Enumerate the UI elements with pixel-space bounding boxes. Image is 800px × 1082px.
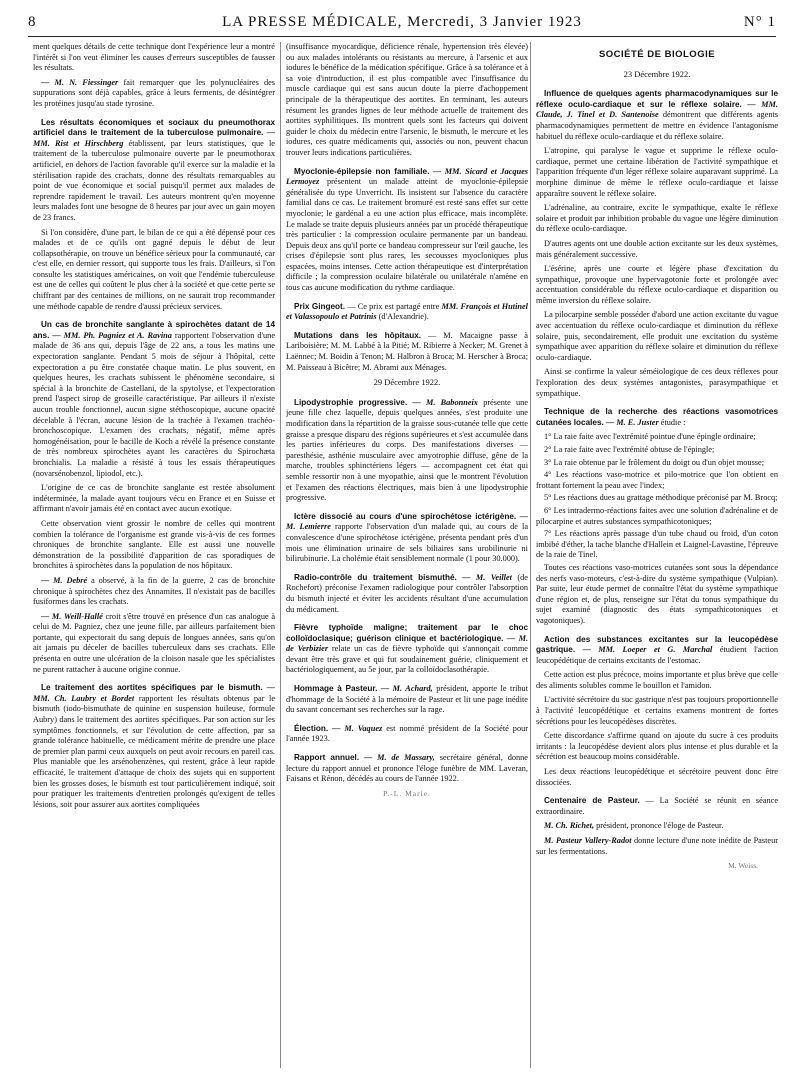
article-title: Les résultats économiques et sociaux du pneumothorax artificiel dans le traitement de la tuberculose pulmonaire. [33, 117, 275, 138]
article-title: Action des substances excitantes sur la leucopédèse gastrique. [536, 634, 778, 655]
paragraph [33, 78, 275, 110]
paragraph [33, 576, 275, 608]
column-divider [280, 42, 281, 1068]
article-title: Mutations dans les hôpitaux. [294, 330, 422, 340]
article-title: Le traitement des aortites spécifiques par le bismuth. [41, 683, 263, 693]
article [286, 331, 528, 373]
column-divider [530, 42, 531, 1068]
author: — M. Vaquez [332, 723, 383, 733]
author: — MM. Ph. Pagniez et A. Ravina [52, 330, 172, 340]
text: présente une jeune fille chez laquelle, depuis quelques années, s'est produite une modification dans la répartition de la graisse sous-cutanée telle que cette graisse a presque disparu des régions supérieures et s'est accumulée dans les parties inférieures du corps. Des manifestations diverses — paresthésie, asthénie musculaire avec amyotrophie diffuse, gêne de la marche, troubles sphinctériens légers — accompagnent cet état qui semble ressortir non à une myopathie, ainsi que le montrent l'évolution et l'examen des réactions électriques, mais bien à une lipodystrophie progressive. [286, 397, 528, 503]
paragraph: (insuffisance myocardique, déficience rénale, hypertension très élevée) ou aux malades intolérants ou résistants au mercure, à l'arsenic et aux iodures le bénéfice de la médication spécifique. Grâce à sa tolérance et à sa voie d'introduction, il est plus compatible avec l'insuffisance du muscle cardiaque qui est sans aucun doute la pierre d'achoppement principale de la thérapeutique des aortites. En terminant, les auteurs résument les grandes lignes de leur méthode actuelle de traitement des aortites syphilitiques. Ils montrent quels sont les facteurs qui doivent guider le choix du médecin entre l'arsenic, le bismuth, le mercure et les iodures, ces quatre médicaments qui, associés ou non, peuvent chacun trouver leurs indications particulières. [286, 42, 528, 157]
paragraph: Toutes ces réactions vaso-motrices cutanées sont sous la dépendance des nerfs vaso-moteurs, c'est-à-dire du système sympathique (Vulpian). Par suite, leur étude permet de connaître l'état du système sympathique d'une région et, de plus, renseigne sur l'état du tonus sympathique du sujet examiné (diagnostic des états sympathicotoniques et vagotoniques). [536, 562, 778, 625]
article-title: Élection. [294, 723, 329, 733]
author: — M. Debré [41, 575, 88, 585]
list-item: 4° Les réactions vaso-motrice et pilo-motrice que l'on obtient en frottant fortement la peau avec l'index; [536, 470, 778, 490]
article-title: Rapport annuel. [294, 753, 360, 763]
article [286, 623, 528, 676]
list-item: 6° Les intradermo-réactions faites avec une solution d'adrénaline et de pilocarpine et autres substances sympathicotoniques; [536, 505, 778, 526]
issue-number: N° 1 [743, 14, 776, 30]
text: — Ce prix est partagé entre [347, 301, 440, 311]
paragraph: Si l'on considère, d'une part, le bilan de ce qui a été dépensé pour ces malades et de ce qu'ils ont gagné depuis le début de leur collapsothérapie, on trouve un bénéfice sérieux pour la communauté, car c'est elle, en dernier ressort, qui supporte tous les frais. D'ailleurs, si l'on consulte les statistiques américaines, on voit que l'endémie tuberculeuse est une de celles qui coûtent le plus cher à la société et que cette perte se chiffrant par des centaines de millions, on ne saurait trop recommander une méthode capable de rendre d'aussi précieux services. [33, 227, 275, 311]
list-item: 2° La raie faite avec l'extrémité obtuse de l'épingle; [544, 445, 715, 454]
paragraph: Cette discordance s'affirme quand on ajoute du sucre à ces produits irritants : la leucopédèse devient alors plus intense et plus durable et la sécrétion est beaucoup moins considérable. [536, 731, 778, 762]
text: président, apporte le tribut d'hommage de la Société à la mémoire de Pasteur et lit une page inédite du savant concernant ses recherches sur la rage. [286, 684, 528, 715]
text: (d'Alexandrie). [378, 312, 429, 322]
paragraph: D'autres agents ont une double action excitante sur les deux systèmes, mais généralement successive. [536, 238, 778, 259]
article [536, 407, 778, 428]
paragraph [536, 836, 778, 857]
author: — MM. Claude, J. Tinel et D. Santenoise [536, 99, 778, 120]
paragraph: Les deux réactions leucopédétique et sécrétoire peuvent donc être dissociées. [536, 767, 778, 787]
list-item: 3° La raie obtenue par le frôlement du doigt ou d'un objet mousse; [544, 457, 765, 467]
article [286, 302, 528, 323]
paragraph [33, 612, 275, 676]
article [536, 796, 778, 817]
text: donne lecture d'une note inédite de Pasteur sur les fermentations. [536, 836, 778, 856]
paragraph: L'ésérine, après une courte et légère phase d'excitation du sympathique, provoque une hypervagotonie forte et prolongée avec accentuation considérable du réflexe oculo-cardiaque et disparition ou même inversion du réflexe solaire. [536, 264, 778, 305]
article [286, 753, 528, 785]
signature: P.-L. Marie. [383, 788, 431, 798]
article [286, 684, 528, 716]
text: — La Société se réunit en séance extraordinaire. [536, 796, 778, 816]
text: fait remarquer que les polynucléaires des suppurations sont déjà capables, grâce à leurs ferments, de désintégrer les protéines jusqu'au stade tyrosine. [33, 77, 275, 108]
author: — M. de Massary, [363, 753, 435, 763]
text: démontrent que différents agents pharmacodynamiques permettent de mettre en évidence l'antagonisme habituel du réflexe oculo-cardiaque et du réflexe solaire. [536, 110, 778, 141]
signature: M. Weiss. [728, 861, 758, 871]
text: rapporte l'observation d'un malade qui, au cours de la convalescence d'une spirochétose ictérigène, présenta pendant près d'un mois une élimination urinaire de sels biliaires sans urobilinurie ni bilirubinurie. La cholémie était sensiblement normale (1 pour 30.000). [286, 522, 528, 564]
article-title: Lipodystrophie progressive. [294, 397, 408, 407]
session-date: 23 Décembre 1922. [623, 68, 691, 79]
society-heading: SOCIÉTÉ DE BIOLOGIE [598, 49, 716, 60]
author: — M. Babonneix [412, 397, 478, 407]
article [286, 573, 528, 615]
article [536, 89, 778, 142]
text: présentent un malade atteint de myoclonie-épilepsie généralisée du type Unverricht. Ils insistent sur l'absence du caractère familial dans ce cas. Le traitement bromuré est resté sans effet sur cette myoclonie; le gardénal a eu une action plus efficace, mais incomplète. Le malade se traite depuis plusieurs années par un procédé thérapeutique très particulier : la compression oculaire permanente par un bandeau. Depuis deux ans qu'il porte ce bandeau compresseur sur l'œil gauche, les crises d'épilepsie sont plus rares, les secousses myocloniques plus espacées, moins intenses. Cette action thérapeutique est d'interprétation difficile ; la compression oculaire bilatérale ou unilatérale n'amène en tous cas aucune modification du rythme cardiaque. [286, 177, 528, 293]
list-item: 5° Les réactions dues au grattage méthodique préconisé par M. Brocq; [544, 493, 778, 503]
article-title: Influence de quelques agents pharmacodynamiques sur le réflexe oculo-cardiaque et sur le réflexe solaire. [536, 89, 778, 109]
list-item: 7° Les réactions après passage d'un tube chaud ou froid, d'un coton imbibé d'éther, la tache blanche d'Hallein et Laignel-Lavastine, l'épreuve de la raie de Tinel. [536, 529, 778, 560]
author: MM. François et Hutinel et Valassopoulo et Patrinis [286, 301, 528, 322]
paragraph: Cette action est plus précoce, moins importante et plus brève que celle des aliments solubles comme le bouillon et l'amidon. [536, 670, 778, 690]
author: — M. Veillet [462, 572, 512, 582]
article [536, 635, 778, 667]
paragraph [536, 821, 778, 832]
text: relate un cas de fièvre typhoïde qui s'annonçait comme devant être très grave et qui fut soudainement guérie, cliniquement et bactériologiquement, au 5e jour, par la colloïdoclasothérapie. [286, 644, 528, 675]
article-title: Un cas de bronchite sanglante à spirochètes datant de 14 ans. [33, 320, 275, 340]
author: — M. E. Juster [605, 417, 659, 427]
text: étudie : [660, 417, 686, 427]
article [286, 398, 528, 504]
paragraph: Ainsi se confirme la valeur séméiologique de ces deux réflexes pour l'exploration des deux systèmes antagonistes, parasympathique et sympathique. [536, 367, 778, 398]
author: M. Ch. Richet, [544, 821, 595, 831]
text: établissent, par leurs statistiques, que le traitement de la tuberculose pulmonaire ouverte par le pneumothorax artificiel, en dehors de l'action favorable qu'il exerce sur la maladie et la stérilisation rapide des crachats, donne des résultats remarquables au point de vue économique et social puisqu'il permet aux malades de reprendre rapidement le travail. Les auteurs montrent qu'en moyenne leurs malades font une besogne de 8 heures par jour avec un gain moyen de 23 francs. [33, 138, 275, 222]
author: — M. Lemierre [286, 511, 528, 532]
list-item: 1° La raie faite avec l'extrémité pointue d'une épingle ordinaire; [544, 432, 756, 442]
column-3 [536, 42, 778, 1072]
text: étudient l'action leucopédétique de certains excitants de l'estomac. [536, 645, 778, 665]
paragraph: Cette observation vient grossir le nombre de celles qui montrent combien la tolérance de l'organisme est grande vis-à-vis de ces formes chroniques de bronchite sanglante. Elle est aussi une nouvelle démonstration de la possibilité d'apparition de cas sporadiques de bronchites à spirochètes dans la population de nos hôpitaux. [33, 518, 275, 571]
article-title: Hommage à Pasteur. [294, 684, 378, 694]
session-date: 29 Décembre 1922. [373, 377, 441, 388]
page-header [28, 14, 776, 34]
text: a observé, à la fin de la guerre, 2 cas de bronchite chronique à spirochètes chez des Annamites. Il n'existait pas de bacilles fusiformes dans les crachats. [33, 575, 275, 607]
text: croit s'être trouvé en présence d'un cas analogue à celui de M. Pagniez, chez une jeune fille, par ailleurs parfaitement bien portante, qui expectorait du sang depuis de longues années, sans qu'on ait jamais pu déceler de bacilles tuberculeux dans ses crachats. Elle présenta en outre une ulcération de la cloison nasale que les spécialistes ne purent rattacher à aucune origine connue. [33, 611, 275, 674]
page-number: 8 [28, 14, 37, 30]
author: M. Pasteur Vallery-Radot [544, 836, 632, 845]
paragraph: La pilocarpine semble posséder d'abord une action excitante du vague avec accentuation du réflexe oculo-cardiaque et diminution du réflexe solaire, puis, secondairement, elle produit une excitation du système sympathique avec apparition du réflexe solaire et diminution du réflexe oculo-cardiaque. [536, 310, 778, 362]
article-title: Myoclonie-épilepsie non familiale. [294, 166, 430, 176]
article-title: Centenaire de Pasteur. [544, 796, 640, 806]
article [286, 512, 528, 565]
author: — MM. Sicard et Jacques Lermoyez [286, 166, 528, 187]
paragraph: L'activité sécrétoire du suc gastrique n'est pas toujours proportionnelle à l'activité leucopédétique et certains examens montrent de fortes sécrétions pour les leucopédèses discrètes. [536, 695, 778, 726]
author: — MM. Ch. Laubry et Bordet [33, 683, 275, 703]
article [33, 320, 275, 479]
header-rule [28, 36, 776, 37]
author: — M. de Verbizier [286, 633, 528, 654]
article [286, 724, 528, 745]
article-title: Fièvre typhoïde maligne; traitement par le choc colloïdoclasique; guérison clinique et bactériologique. [286, 623, 528, 643]
technique-list [536, 432, 778, 561]
text: — M. Macaigne passe à Lariboisière; M. M. Labbé à la Pitié; M. Ribierre à Necker; M. Grenet à Laënnec; M. Boidin à Tenon; M. Halbron à Broca; M. Herscher à Broca; M. Paisseau à Bicêtre; M. Abrami aux Ménages. [286, 330, 528, 372]
author: — MM. Rist et Hirschberg [33, 128, 275, 148]
author: — M. Achard, [380, 684, 433, 694]
author: — M. N. Fiessinger [41, 77, 119, 87]
text: rapportent les résultats obtenus par le bismuth (iodo-bismuthate de quinine en suspension huileuse, formule Aubry) dans le traitement des aortites spécifiques. Par son action sur les symptômes fonctionnels, et sur l'évolution de cette affection, par sa grande tolérance habituelle, ce médicament mérite de prendre une place de premier plan parmi ceux auxquels on peut avoir recours en pareil cas. Plus maniable que les arsénobenzènes, qui restent, grâce à leur rapide efficacité, le traitement d'attaque de choix des sujets qui en supportent bien les grosses doses, le bismuth est tout particulièrement indiqué, soit pour pratiquer les traitements d'entretien prolongés qu'exigent de telles lésions, soit pour assurer aux aortites compliquées [33, 693, 275, 809]
article-title: Technique de la recherche des réactions vasomotrices cutanées locales. [536, 407, 778, 427]
text: (de Rochefort) préconise l'examen radiologique pour contrôler l'absorption du bismuth injecté et éviter les accidents résultant d'une accumulation du médicament. [286, 572, 528, 614]
text: rapportent l'observation d'une malade de 36 ans qui, depuis l'âge de 22 ans, a tous les matins une expectoration sanglante. Pendant 5 mois de séjour à l'hôpital, cette expectoration a pu être constatée chaque matin. Le plus souvent, en quelques heures, les crachats subissent le phénomène secondaire, si spécial à la bronchite de Castellani, de la spytolyse, et l'expectoration prend l'aspect sirop de groseille caractéristique. Par ailleurs il n'existe aucun trouble fonctionnel, aucun signe stéthoscopique, aucune opacité décelable à l'écran, aucune lésion de la trachée à l'examen trachéo-bronchoscopique. L'examen des crachats, négatif, même après homogénéisation, pour le bacille de Koch a révélé la présence constante de très nombreux spirochètes ayant les caractères du Spirochæta bronchialis. La maladie a résisté à tous les essais thérapeutiques (novarsénobenzol, lipiodol, etc.). [33, 330, 275, 478]
article-title: Ictère dissocié au cours d'une spirochétose ictérigène. [294, 511, 517, 521]
paragraph: L'adrénaline, au contraire, excite le sympathique, exalte le réflexe solaire et produit par inhibition probable du vague une légère diminution du réflexe oculo-cardiaque. [536, 203, 778, 234]
text: président, prononce l'éloge de Pasteur. [596, 821, 724, 831]
paragraph: L'atropine, qui paralyse le vague et supprime le réflexe oculo-cardiaque, permet une certaine libération de l'activité sympathique et l'apparition fréquente d'un léger réflexe solaire auparavant supprimé. La morphine diminue de même le réflexe oculo-cardiaque et laisse apparaître souvent le réflexe solaire. [536, 146, 778, 198]
journal-title: LA PRESSE MÉDICALE, Mercredi, 3 Janvier 1923 [222, 14, 582, 30]
text: est nommé président de la Société pour l'année 1923. [286, 723, 528, 744]
author: — M. Weill-Hallé [41, 611, 103, 621]
paragraph: ment quelques détails de cette technique dont l'expérience leur a montré l'intérêt si l'on veut éliminer les causes d'erreurs susceptibles de fausser les résultats. [33, 42, 275, 73]
author: — MM. Loeper et G. Marchal [582, 645, 713, 655]
column-1 [33, 42, 275, 1072]
column-2 [286, 42, 528, 1072]
text: secrétaire général, donne lecture du rapport annuel et prononce l'éloge funèbre de MM. Laveran, Faisans et Rénon, décédés au cours de l'année 1922. [286, 753, 528, 784]
article [286, 167, 528, 294]
paragraph: L'origine de ce cas de bronchite sanglante est restée absolument indéterminée, la malade ayant toujours vécu en France et en Suisse et affirmant n'avoir jamais été en contact avec aucun exotique. [33, 483, 275, 514]
article-title: Prix Gingeot. [294, 301, 346, 311]
article [33, 118, 275, 224]
article [33, 683, 275, 810]
article-title: Radio-contrôle du traitement bismuthé. [294, 572, 457, 582]
